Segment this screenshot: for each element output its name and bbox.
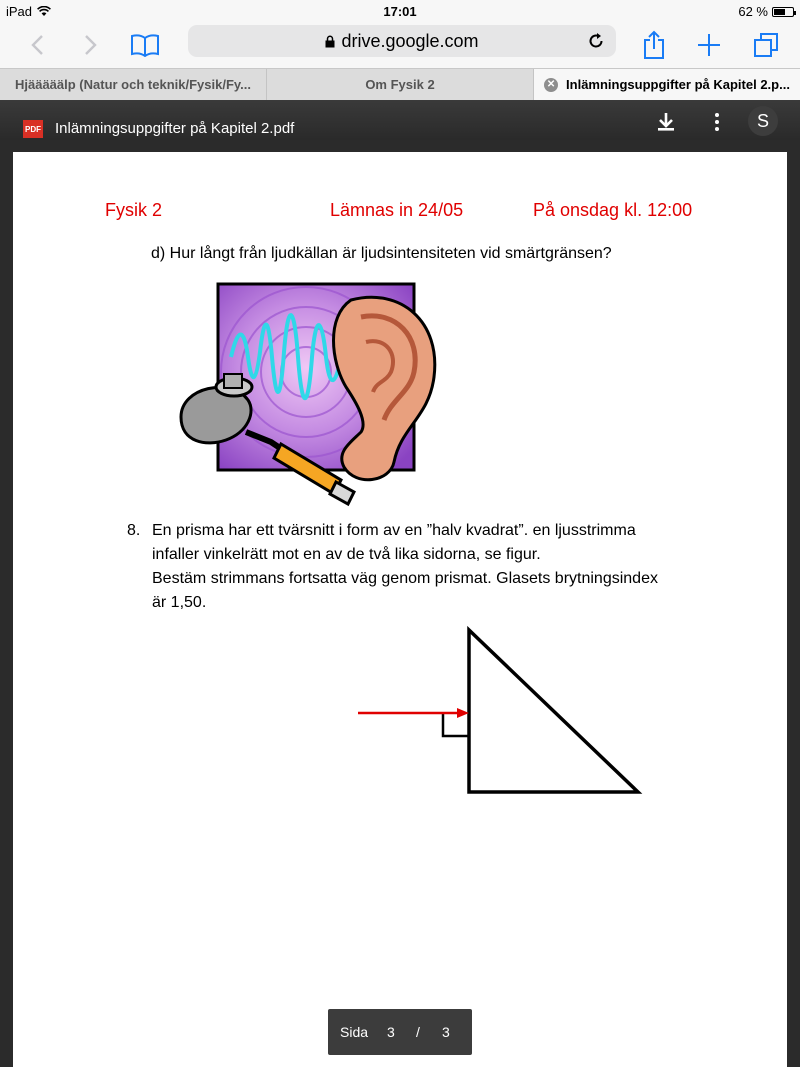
bookmarks-icon[interactable]	[128, 28, 162, 62]
account-avatar[interactable]: S	[748, 106, 778, 136]
document-title: Inlämningsuppgifter på Kapitel 2.pdf	[55, 120, 295, 137]
tab-hjalp[interactable]	[0, 69, 267, 100]
total-pages: 3	[442, 1024, 450, 1040]
close-tab-icon[interactable]: ✕	[544, 78, 558, 92]
lock-icon	[325, 35, 335, 48]
header-due: Lämnas in 24/05	[330, 200, 464, 220]
pdf-page	[13, 152, 787, 1067]
battery-percent: 62 %	[738, 4, 768, 19]
tab-label: Om Fysik 2	[365, 77, 435, 92]
tab-label: Hjääääälp (Natur och teknik/Fysik/Fy...	[14, 77, 251, 92]
question-line: är 1,50.	[152, 594, 207, 611]
device-label: iPad	[6, 4, 33, 19]
light-ray-arrowhead	[457, 708, 469, 718]
question-line: Bestäm strimmans fortsatta väg genom prismat. Glasets brytningsindex	[152, 570, 658, 587]
download-icon[interactable]	[656, 112, 676, 132]
address-bar[interactable]	[188, 25, 616, 57]
question-line: En prisma har ett tvärsnitt i form av en ”halv kvadrat”. en ljusstrimma	[152, 522, 636, 539]
question-8	[127, 519, 712, 615]
battery-icon	[772, 7, 794, 17]
ear-sound-illustration	[176, 282, 456, 507]
header-time: På onsdag kl. 12:00	[533, 200, 693, 220]
back-icon[interactable]	[20, 28, 54, 62]
drive-viewer-header	[0, 100, 800, 140]
right-angle-mark	[443, 713, 469, 736]
status-bar	[0, 0, 800, 22]
url-text: drive.google.com	[341, 30, 479, 51]
reload-icon[interactable]	[586, 31, 606, 51]
page-indicator	[328, 1009, 472, 1055]
forward-icon[interactable]	[74, 28, 108, 62]
new-tab-icon[interactable]	[692, 28, 726, 62]
page-label: Sida	[340, 1024, 369, 1040]
tab-om-fysik[interactable]	[267, 69, 534, 100]
prism-figure	[353, 624, 653, 804]
question-d: d) Hur långt från ljudkällan är ljudsintensiteten vid smärtgränsen?	[151, 245, 612, 262]
tab-inlamning[interactable]	[534, 69, 800, 100]
current-page: 3	[387, 1024, 395, 1040]
clock: 17:01	[383, 4, 417, 19]
tab-label: Inlämningsuppgifter på Kapitel 2.p...	[566, 77, 790, 92]
tab-strip	[0, 68, 800, 100]
question-number: 8.	[127, 522, 141, 539]
share-icon[interactable]	[637, 28, 671, 62]
prism-triangle	[469, 630, 638, 792]
header-course: Fysik 2	[105, 200, 163, 220]
browser-toolbar	[0, 22, 800, 68]
question-line: infaller vinkelrätt mot en av de två lika sidorna, se figur.	[152, 546, 541, 563]
more-options-icon[interactable]	[707, 112, 727, 132]
pdf-icon: PDF	[23, 120, 43, 138]
page-separator: /	[416, 1024, 420, 1040]
tabs-overview-icon[interactable]	[749, 28, 783, 62]
